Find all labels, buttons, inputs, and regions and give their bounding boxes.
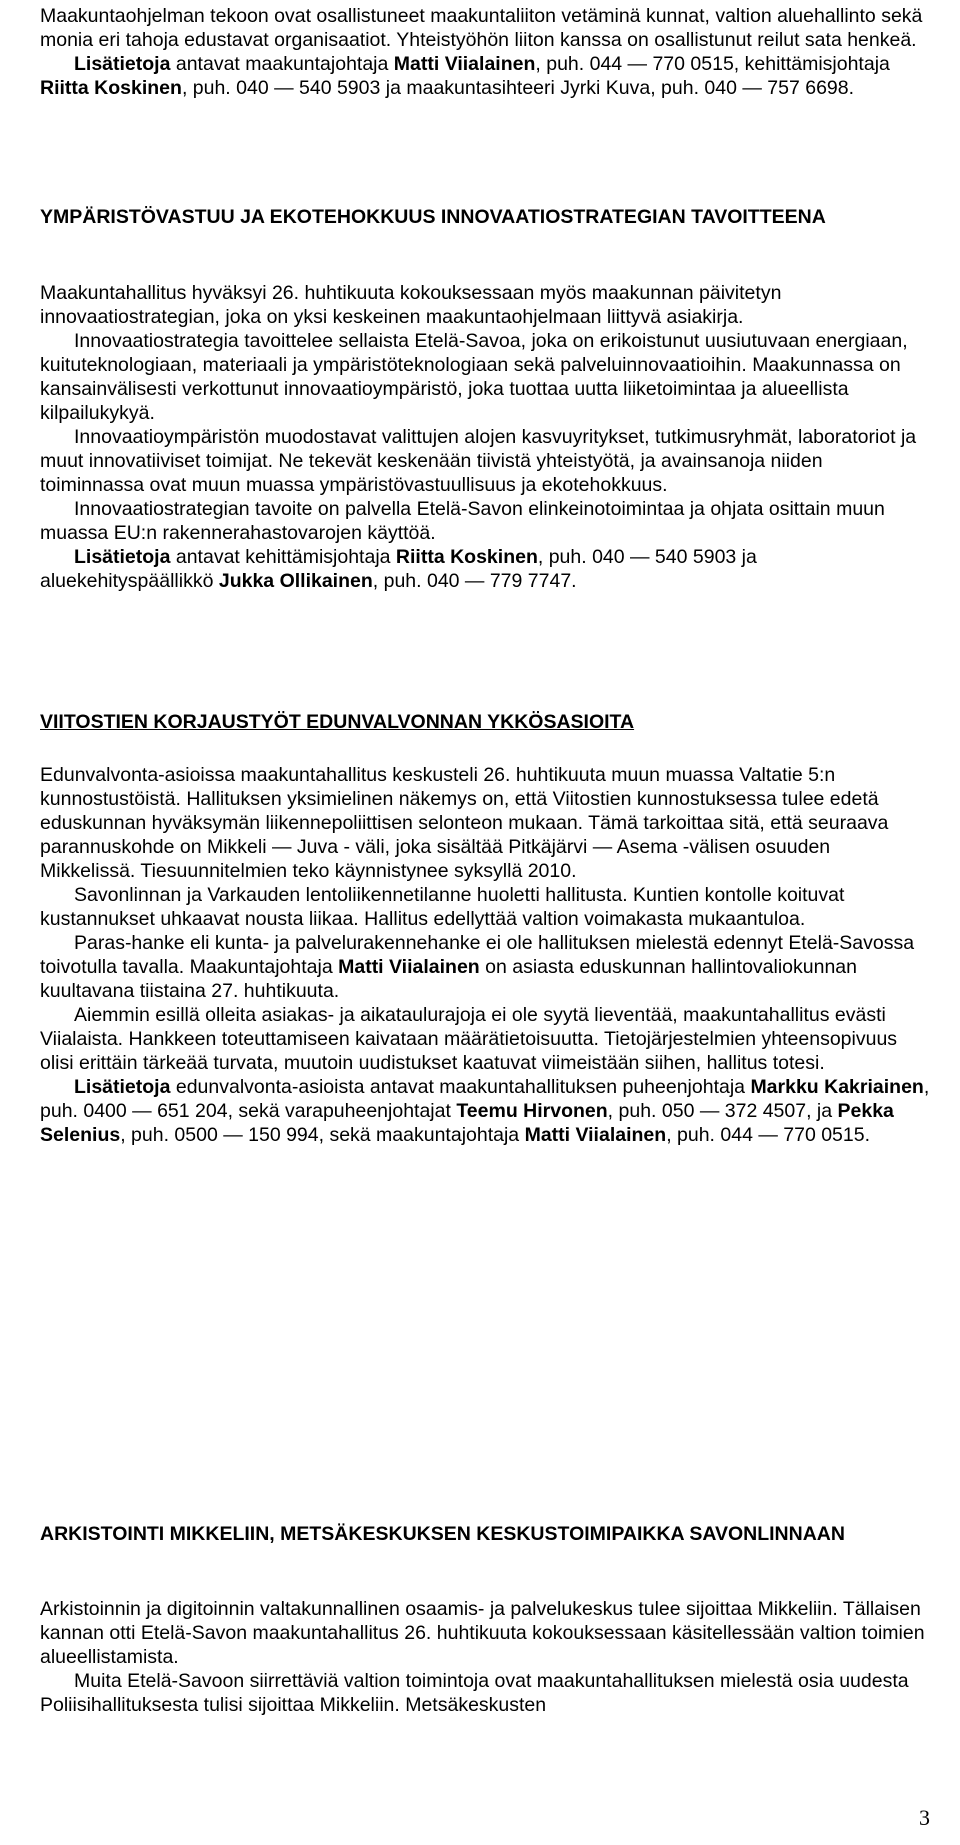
contact-text: , puh. 0500 — 150 994, sekä maakuntajohtaja: [120, 1124, 525, 1146]
section-heading-viitostie: VIITOSTIEN KORJAUSTYÖT EDUNVALVONNAN YKKÖSASIOITA: [40, 711, 635, 733]
paragraph: Edunvalvonta-asioissa maakuntahallitus keskusteli 26. huhtikuuta muun muassa Valtatie 5:n kunnostustöistä. Hallituksen yksimielinen näkemys on, että Viitostien kunnostuksessa tulee edetä eduskunnan hyväksymän liikennepoliittisen selonteon mukaan. Tämä tarkoittaa sitä, että seuraava parannuskohde on Mikkeli — Juva - väli, joka sisältää Pitkäjärvi — Asema -välisen osuuden Mikkelissä. Tiesuunnitelmien teko käynnistynee syksyllä 2010.: [40, 764, 889, 882]
contact-text: , puh. 044 — 770 0515.: [666, 1124, 871, 1146]
person-name: Pekka Selenius: [40, 1100, 894, 1146]
paragraph: Innovaatiostrategia tavoittelee sellaista Etelä-Savoa, joka on erikoistunut uusiutuvaan energiaan, kuituteknologiaan, materiaali ja ympäristöteknologiaan sekä palveluinnovaatioihin. Maakunnassa on kansainvälisesti verkottunut innovaatioympäristö, joka tuottaa uutta liiketoimintaa ja alueellista kilpailukykyä.: [40, 330, 908, 424]
person-name: Markku Kakriainen: [750, 1076, 924, 1098]
intro-contact-text: , puh. 040 — 540 5903 ja maakuntasihteeri Jyrki Kuva, puh. 040 — 757 6698.: [181, 77, 855, 99]
paragraph: Innovaatiostrategian tavoite on palvella Etelä-Savon elinkeinotoimintaa ja ohjata osittain muun muassa EU:n rakennerahastovarojen käyttöä.: [40, 498, 885, 544]
section-archiving-body: [40, 1597, 930, 1717]
paragraph-text: Paras-hanke eli kunta- ja palvelurakennehanke ei ole hallituksen mielestä edennyt Etelä-Savossa toivotulla tavalla. Maakuntajohtaja: [40, 932, 915, 978]
contact-paragraph: [40, 545, 930, 593]
person-name: Teemu Hirvonen: [456, 1100, 608, 1122]
contact-text: , puh. 040 — 779 7747.: [372, 570, 577, 592]
more-info-label: Lisätietoja: [74, 546, 171, 568]
person-name: Matti Viialainen: [393, 53, 536, 75]
paragraph: Aiemmin esillä olleita asiakas- ja aikataulurajoja ei ole syytä lieventää, maakuntahallitus evästi Viialaista. Hankkeen toteuttamiseen kaivataan määrätietoisuutta. Tietojärjestelmien yhteensopivuus olisi erittäin tärkeää turvata, muutoin uudistukset kaatuvat viimeistään siihen, hallitus totesi.: [40, 1004, 898, 1074]
page-number: 3: [919, 1805, 930, 1830]
section-innovation-body: [40, 281, 930, 593]
more-info-label: Lisätietoja: [74, 1076, 171, 1098]
contact-text: , puh. 050 — 372 4507, ja: [607, 1100, 838, 1122]
contact-text: , puh. 0400 — 651 204, sekä varapuheenjohtajat: [40, 1076, 930, 1122]
paragraph: Innovaatioympäristön muodostavat valittujen alojen kasvuyritykset, tutkimusryhmät, laboratoriot ja muut innovatiiviset toimijat. Ne tekevät keskenään tiivistä yhteistyötä, ja avainsanoja niiden toiminnassa ovat muun muassa ympäristövastuullisuus ja ekotehokkuus.: [40, 426, 917, 496]
section-heading-archiving: ARKISTOINTI MIKKELIIN, METSÄKESKUKSEN KESKUSTOIMIPAIKKA SAVONLINNAAN: [40, 1523, 845, 1545]
paragraph-text: on asiasta eduskunnan hallintovaliokunnan kuultavana tiistaina 27. huhtikuuta.: [40, 956, 857, 1002]
person-name: Riitta Koskinen: [40, 77, 182, 99]
person-name: Riitta Koskinen: [395, 546, 538, 568]
more-info-label: Lisätietoja: [74, 53, 171, 75]
person-name: Matti Viialainen: [338, 956, 480, 978]
person-name: Matti Viialainen: [524, 1124, 667, 1146]
contact-text: edunvalvonta-asioista antavat maakuntahallituksen puheenjohtaja: [170, 1076, 751, 1098]
intro-text: Maakuntaohjelman tekoon ovat osallistuneet maakuntaliiton vetäminä kunnat, valtion aluehallinto sekä monia eri tahoja edustavat organisaatiot. Yhteistyöhön liiton kanssa on osallistunut reilut sata henkeä.: [40, 5, 923, 51]
paragraph: Muita Etelä-Savoon siirrettäviä valtion toimintoja ovat maakuntahallituksen mielestä osia uudesta Poliisihallituksesta tulisi sijoittaa Mikkeliin. Metsäkeskusten: [40, 1670, 909, 1716]
person-name: Jukka Ollikainen: [218, 570, 373, 592]
section-heading-innovation: YMPÄRISTÖVASTUU JA EKOTEHOKKUUS INNOVAATIOSTRATEGIAN TAVOITTEENA: [40, 206, 826, 228]
paragraph: Savonlinnan ja Varkauden lentoliikennetilanne huoletti hallitusta. Kuntien kontolle koituvat kustannukset uhkaavat nousta liikaa. Hallitus edellyttää valtion voimakasta mukaantuloa.: [40, 884, 845, 930]
intro-paragraph: [40, 4, 930, 100]
paragraph: Arkistoinnin ja digitoinnin valtakunnallinen osaamis- ja palvelukeskus tulee sijoittaa Mikkeliin. Tällaisen kannan otti Etelä-Savon maakuntahallitus 26. huhtikuuta kokouksessaan käsitellessään valtion toimien alueellistamista.: [40, 1598, 925, 1668]
contact-paragraph: [40, 1075, 930, 1147]
contact-text: , puh. 040 — 540 5903 ja aluekehityspäällikkö: [40, 546, 757, 592]
paragraph: Maakuntahallitus hyväksyi 26. huhtikuuta kokouksessaan myös maakunnan päivitetyn innovaatiostrategian, joka on yksi keskeinen maakuntaohjelmaan liittyvä asiakirja.: [40, 282, 782, 328]
intro-contact-text: , puh. 044 — 770 0515, kehittämisjohtaja: [535, 53, 890, 75]
contact-text: antavat kehittämisjohtaja: [170, 546, 396, 568]
intro-contact-text: antavat maakuntajohtaja: [170, 53, 394, 75]
section-viitostie-body: [40, 763, 930, 1147]
paragraph: [40, 931, 930, 1003]
